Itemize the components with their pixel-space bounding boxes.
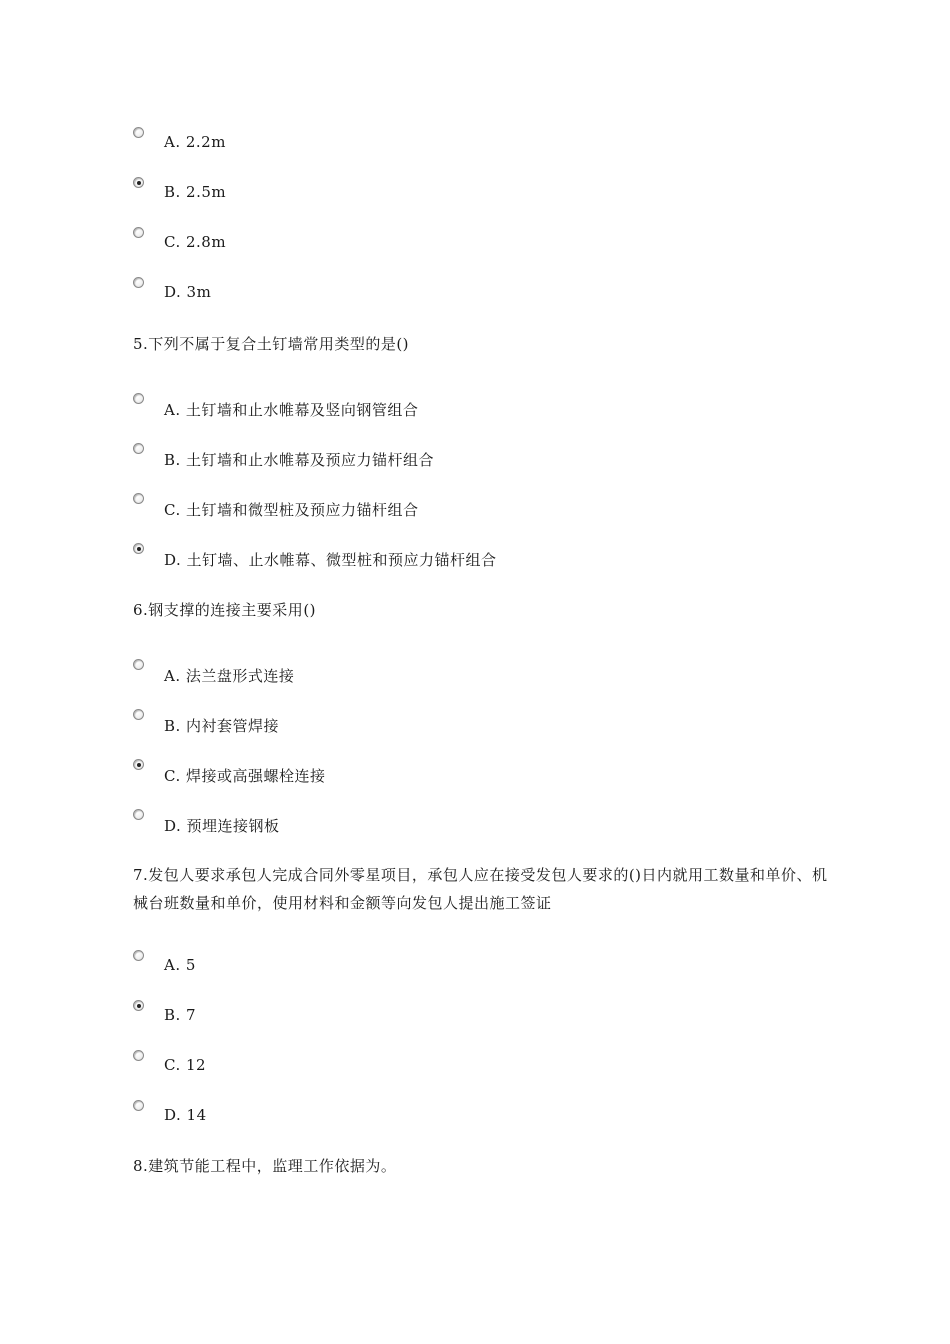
q7-option-c[interactable]: [133, 1054, 206, 1076]
radio-button[interactable]: [133, 709, 144, 720]
radio-button[interactable]: [133, 443, 144, 454]
radio-button[interactable]: [133, 809, 144, 820]
option-label: B. 2.5m: [164, 183, 227, 201]
q7-option-d[interactable]: [133, 1104, 207, 1126]
radio-button[interactable]: [133, 1100, 144, 1111]
option-label: B. 7: [164, 1006, 197, 1024]
q5-option-b[interactable]: [133, 447, 434, 469]
q7-option-a[interactable]: [133, 954, 196, 976]
radio-button[interactable]: [133, 277, 144, 288]
radio-button-selected[interactable]: [133, 543, 144, 554]
option-label: D. 14: [164, 1106, 207, 1124]
option-label: D. 土钉墙、止水帷幕、微型桩和预应力锚杆组合: [164, 551, 497, 569]
option-label: B. 土钉墙和止水帷幕及预应力锚杆组合: [164, 451, 435, 469]
radio-button[interactable]: [133, 659, 144, 670]
q6-option-d[interactable]: [133, 813, 280, 835]
option-label: A. 2.2m: [164, 133, 226, 151]
q4-option-a[interactable]: [133, 131, 226, 153]
option-label: D. 预埋连接钢板: [164, 817, 280, 835]
option-label: A. 土钉墙和止水帷幕及竖向钢管组合: [164, 401, 419, 419]
q4-option-d[interactable]: [133, 281, 211, 303]
radio-button[interactable]: [133, 950, 144, 961]
question-5-text: 5.下列不属于复合土钉墙常用类型的是(): [133, 335, 410, 353]
radio-button[interactable]: [133, 393, 144, 404]
q6-option-b[interactable]: [133, 713, 279, 735]
option-label: B. 内衬套管焊接: [164, 717, 280, 735]
question-7-text: 7.发包人要求承包人完成合同外零星项目，承包人应在接受发包人要求的()日内就用工数量和单价、机械台班数量和单价，使用材料和金额等向发包人提出施工签证: [133, 866, 828, 912]
q7-option-b[interactable]: [133, 1004, 196, 1026]
q6-option-a[interactable]: [133, 663, 294, 685]
option-label: A. 5: [164, 956, 196, 974]
question-6-text: 6.钢支撑的连接主要采用(): [133, 601, 317, 619]
option-label: C. 焊接或高强螺栓连接: [164, 767, 326, 785]
radio-button[interactable]: [133, 227, 144, 238]
question-8-text: 8.建筑节能工程中，监理工作依据为。: [133, 1157, 397, 1175]
radio-button-selected[interactable]: [133, 759, 144, 770]
radio-button[interactable]: [133, 493, 144, 504]
q5-option-c[interactable]: [133, 497, 418, 519]
option-label: A. 法兰盘形式连接: [164, 667, 295, 685]
q5-option-d[interactable]: [133, 547, 497, 569]
option-label: C. 2.8m: [164, 233, 227, 251]
option-label: C. 土钉墙和微型桩及预应力锚杆组合: [164, 501, 419, 519]
radio-button-selected[interactable]: [133, 1000, 144, 1011]
radio-button[interactable]: [133, 127, 144, 138]
radio-button-selected[interactable]: [133, 177, 144, 188]
radio-button[interactable]: [133, 1050, 144, 1061]
option-label: D. 3m: [164, 283, 212, 301]
q6-option-c[interactable]: [133, 763, 325, 785]
q5-option-a[interactable]: [133, 397, 418, 419]
q4-option-b[interactable]: [133, 181, 226, 203]
option-label: C. 12: [164, 1056, 207, 1074]
q4-option-c[interactable]: [133, 231, 226, 253]
